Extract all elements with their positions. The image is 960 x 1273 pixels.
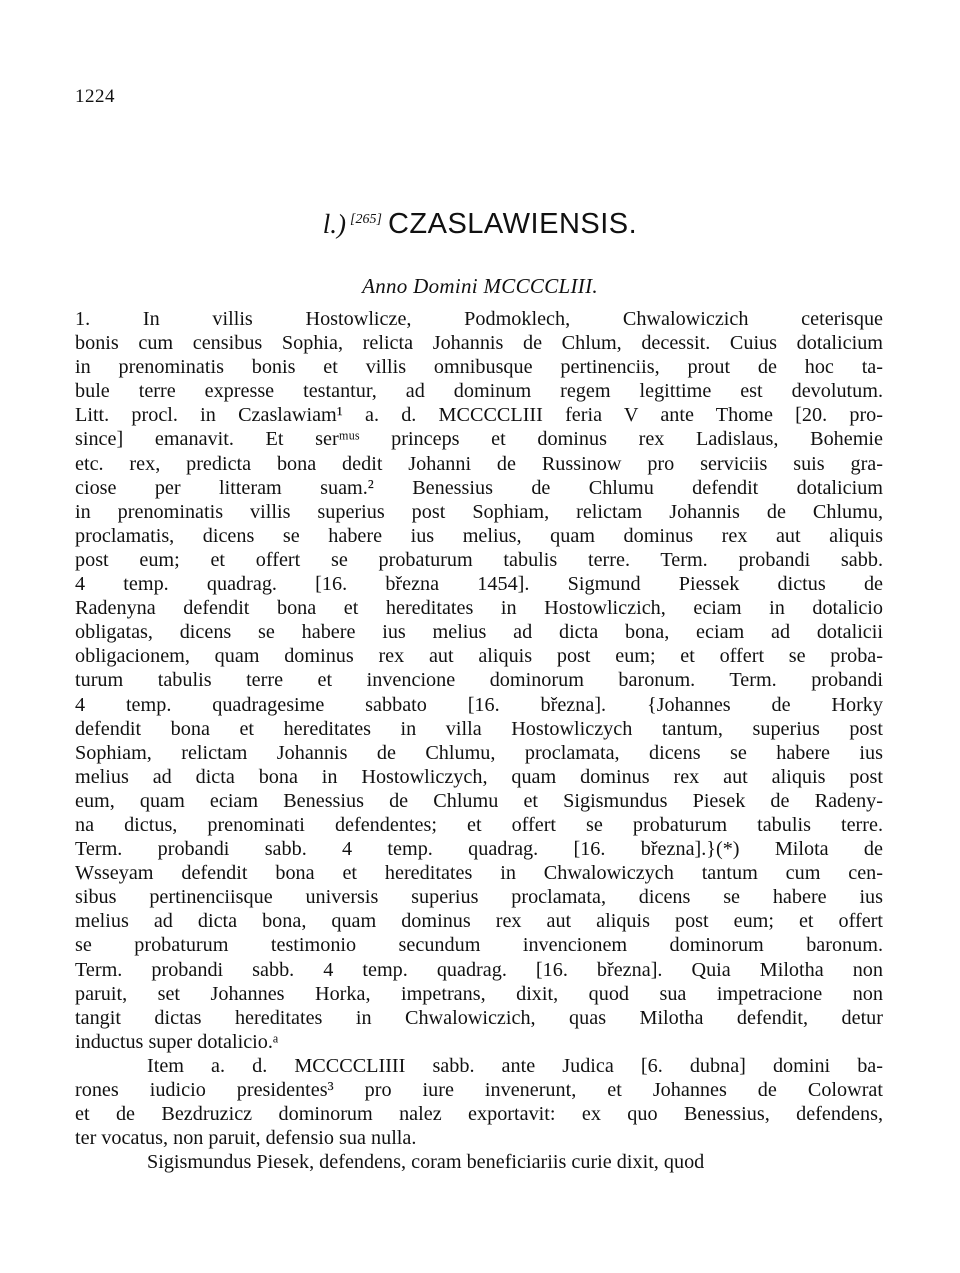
text-line: Sigismundus Piesek, defendens, coram beneficiariis curie dixit, quod — [147, 1151, 705, 1174]
text-line: ciose per litteram suam.² Benessius de Chlumu defendit dotalicium — [75, 476, 883, 499]
section-heading — [0, 208, 960, 241]
text-line: bonis cum censibus Sophia, relicta Johannis de Chlum, decessit. Cuius dotalicium — [75, 332, 883, 355]
text-line: in prenominatis bonis et villis omnibusque pertinenciis, prout de hoc ta- — [75, 356, 883, 379]
text-line: etc. rex, predicta bona dedit Johanni de Russinow pro serviciis suis gra- — [75, 452, 883, 475]
text-line: Sophiam, relictam Johannis de Chlumu, proclamata, dicens se habere ius — [75, 741, 883, 764]
text-line: Term. probandi sabb. 4 temp. quadrag. [16. března]. Quia Milotha non — [75, 958, 883, 981]
text-line: paruit, set Johannes Horka, impetrans, dixit, quod sua impetracione non — [75, 982, 883, 1005]
text-line: rones iudicio presidentes³ pro iure invenerunt, et Johannes de Colowrat — [75, 1079, 883, 1101]
section-reference: [265] — [350, 212, 382, 227]
text-line: obligatas, dicens se habere ius melius ad dicta bona, eciam ad dotalicii — [75, 621, 883, 644]
text-line: in prenominatis villis superius post Sophiam, relictam Johannis de Chlumu, — [75, 500, 883, 523]
text-line: melius ad dicta bona in Hostowliczych, quam dominus rex aut aliquis post — [75, 765, 883, 788]
section-title: CZASLAWIENSIS. — [387, 208, 638, 240]
text-line: ter vocatus, non paruit, defensio sua nulla. — [75, 1127, 417, 1150]
text-line: Term. probandi sabb. 4 temp. quadrag. [16. března].}(*) Milota de — [75, 838, 883, 861]
document-body — [75, 307, 883, 1174]
text-line: post eum; et offert se probaturum tabulis terre. Term. probandi sabb. — [75, 548, 883, 571]
text-line: Wsseyam defendit bona et hereditates in Chwalowiczych tantum cum cen- — [75, 862, 883, 885]
text-line: sibus pertinenciisque universis superius proclamata, dicens se habere ius — [75, 886, 883, 909]
text-line: na dictus, prenominati defendentes; et offert se probaturum tabulis terre. — [75, 813, 883, 836]
text-line: eum, quam eciam Benessius de Chlumu et Sigismundus Piesek de Radeny- — [75, 789, 883, 812]
text-line: Item a. d. MCCCCLIIII sabb. ante Judica [6. dubna] domini ba- — [147, 1054, 883, 1077]
text-line: et de Bezdruzicz dominorum nalez exportavit: ex quo Benessius, defendens, — [75, 1103, 883, 1126]
section-letter: l.) — [322, 209, 347, 239]
text-line: tangit dictas hereditates in Chwalowiczich, quas Milotha defendit, detur — [75, 1006, 883, 1029]
text-line: 1. In villis Hostowlicze, Podmoklech, Chwalowiczich ceterisque — [75, 308, 883, 330]
page-number: 1224 — [75, 86, 115, 107]
text-line: Radenyna defendit bona et hereditates in Hostowliczich, eciam in dotalicio — [75, 597, 883, 620]
text-line: se probaturum testimonio secundum invencionem dominorum baronum. — [75, 934, 883, 957]
text-line: inductus super dotalicio.ᵃ — [75, 1030, 279, 1053]
text-line: defendit bona et hereditates in villa Hostowliczych tantum, superius post — [75, 717, 883, 740]
text-line: 4 temp. quadragesime sabbato [16. března]. {Johannes de Horky — [75, 693, 883, 716]
year-line: Anno Domini MCCCCLIII. — [362, 274, 598, 298]
text-line: melius ad dicta bona, quam dominus rex aut aliquis post eum; et offert — [75, 910, 883, 933]
text-line: since] emanavit. Et serᵐᵘˢ princeps et dominus rex Ladislaus, Bohemie — [75, 428, 883, 451]
text-line: turum tabulis terre et invencione dominorum baronum. Term. probandi — [75, 669, 883, 692]
text-line: bule terre expresse testantur, ad dominum regem legittime est devolutum. — [75, 380, 883, 403]
text-line: Litt. procl. in Czaslawiam¹ a. d. MCCCCLIII feria V ante Thome [20. pro- — [75, 404, 883, 427]
text-line: proclamatis, dicens se habere ius melius, quam dominus rex aut aliquis — [75, 524, 883, 547]
text-line: 4 temp. quadrag. [16. března 1454]. Sigmund Piessek dictus de — [75, 573, 883, 596]
text-line: obligacionem, quam dominus rex aut aliquis post eum; et offert se proba- — [75, 645, 883, 668]
